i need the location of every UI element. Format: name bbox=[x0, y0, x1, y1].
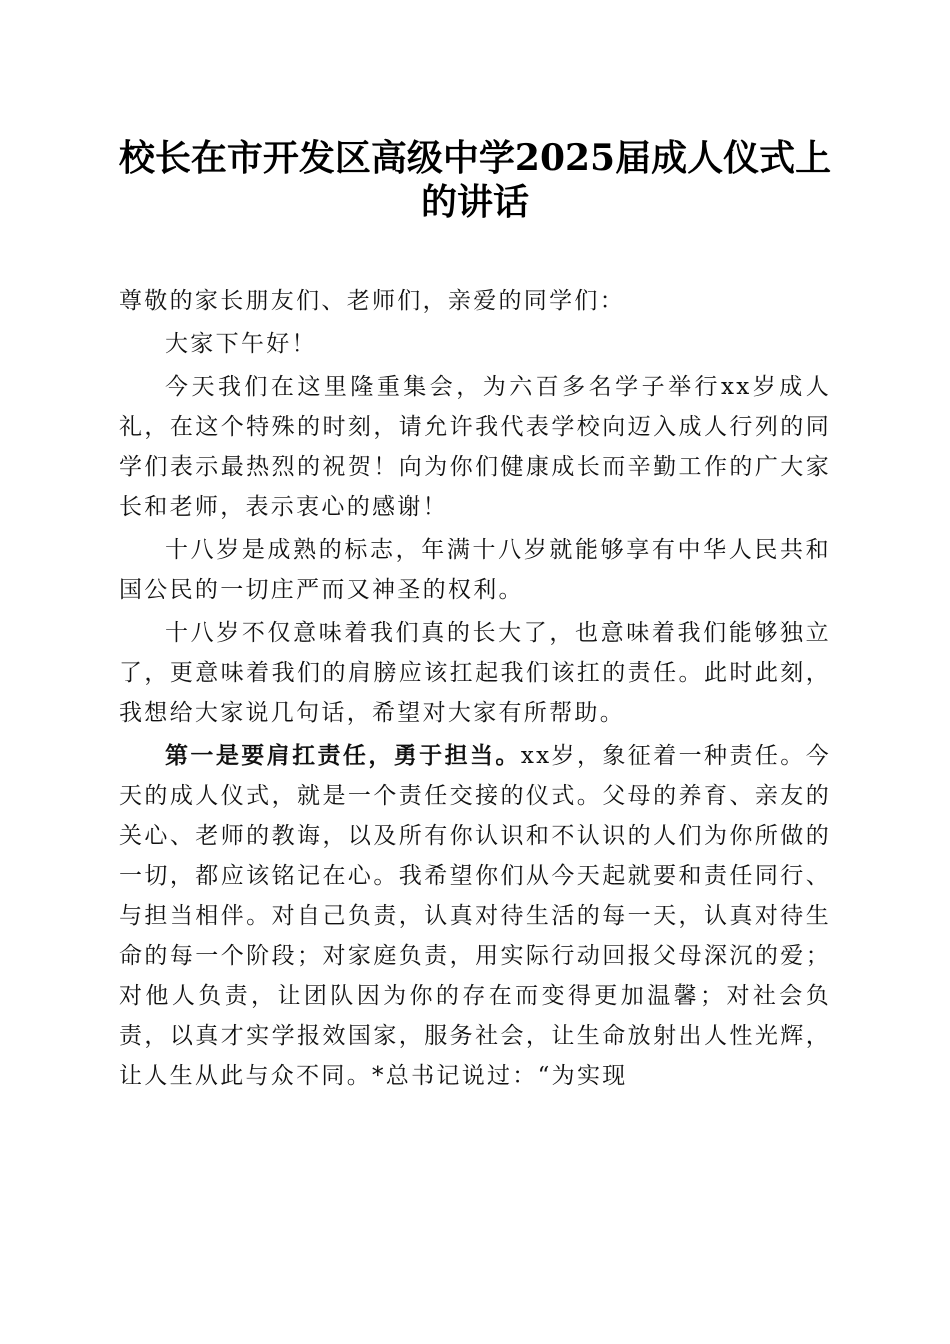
point-1-heading: 第一是要肩扛责任，勇于担当。 bbox=[165, 742, 521, 769]
title-line-2: 的讲话 bbox=[420, 181, 529, 223]
paragraph-point-1 bbox=[119, 736, 831, 1096]
paragraph-2: 十八岁是成熟的标志，年满十八岁就能够享有中华人民共和国公民的一切庄严而又神圣的权利。 bbox=[119, 537, 831, 603]
salutation: 尊敬的家长朋友们、老师们，亲爱的同学们： bbox=[119, 288, 625, 314]
document-title bbox=[100, 136, 850, 224]
point-1-text: xx岁，象征着一种责任。今天的成人仪式，就是一个责任交接的仪式。父母的养育、亲友的关心、老师的教诲，以及所有你认识和不认识的人们为你所做的一切，都应该铭记在心。我希望你们从今天起就要和责任同行、与担当相伴。对自己负责，认真对待生活的每一天，认真对待生命的每一个阶段；对家庭负责，用实际行动回报父母深沉的爱；对他人负责，让团队因为你的存在而变得更加温馨；对社会负责，以真才实学报效国家，服务社会，让生命放射出人性光辉，让人生从此与众不同。*总书记说过：“为实现 bbox=[119, 743, 832, 1089]
document-body bbox=[119, 281, 831, 1099]
title-line-1: 校长在市开发区高级中学2025届成人仪式上 bbox=[118, 137, 832, 179]
greeting: 大家下午好！ bbox=[165, 331, 317, 357]
paragraph-1: 今天我们在这里隆重集会，为六百多名学子举行xx岁成人礼，在这个特殊的时刻，请允许我代表学校向迈入成人行列的同学们表示最热烈的祝贺！向为你们健康成长而辛勤工作的广大家长和老师，表示衷心的感谢！ bbox=[119, 374, 831, 520]
paragraph-3: 十八岁不仅意味着我们真的长大了，也意味着我们能够独立了，更意味着我们的肩膀应该扛起我们该扛的责任。此时此刻，我想给大家说几句话，希望对大家有所帮助。 bbox=[119, 620, 831, 726]
